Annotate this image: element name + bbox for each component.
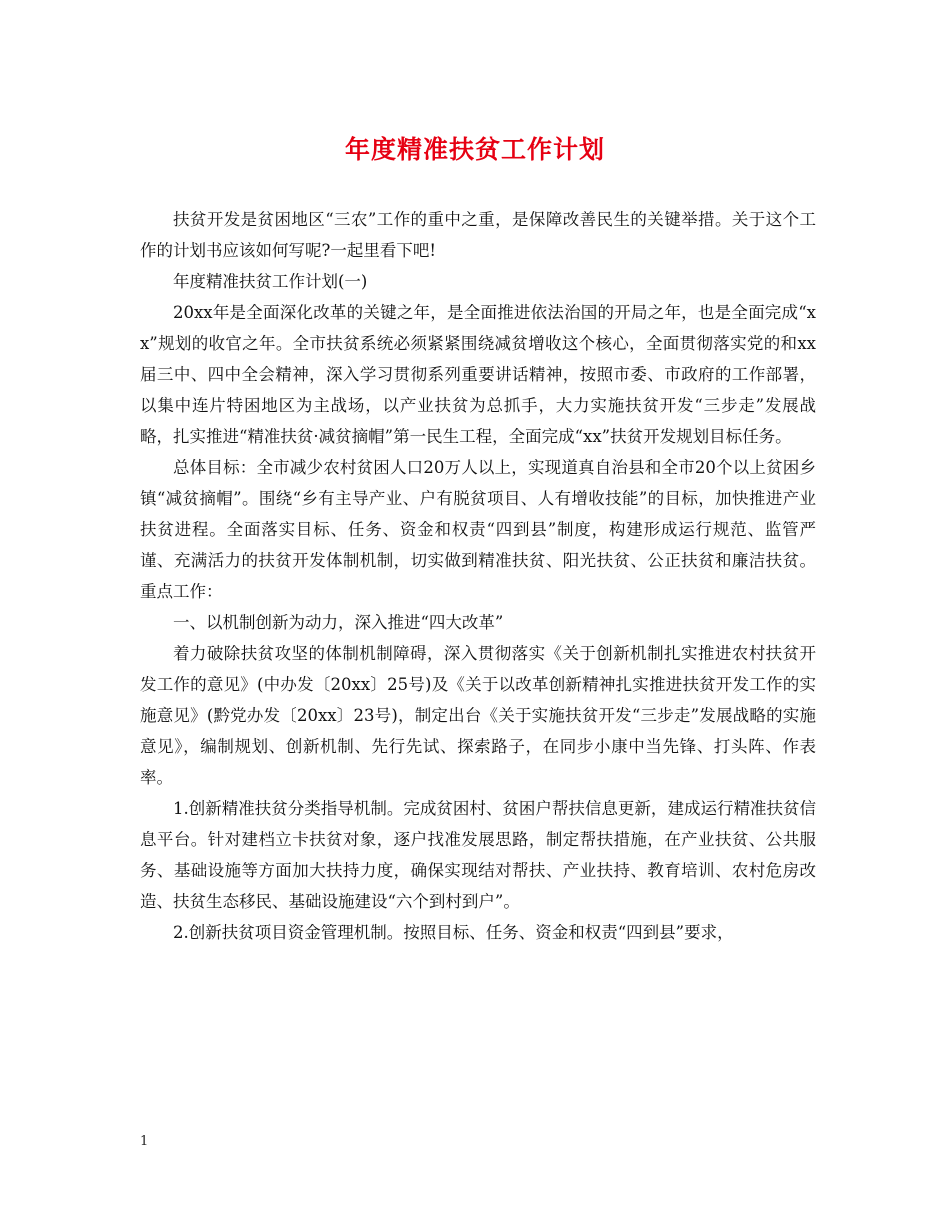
paragraph-overview: 20xx年是全面深化改革的关键之年，是全面推进依法治国的开局之年，也是全面完成“xx”规划的收官之年。全市扶贫系统必须紧紧围绕减贫增收这个核心，全面贯彻落实党的和xx届三中、四中全会精神，深入学习贯彻系列重要讲话精神，按照市委、市政府的工作部署，以集中连片特困地区为主战场，以产业扶贫为总抓手，大力实施扶贫开发“三步走”发展战略，扎实推进“精准扶贫·减贫摘帽”第一民生工程，全面完成“xx”扶贫开发规划目标任务。 (140, 303, 816, 446)
paragraph-section-heading: 一、以机制创新为动力，深入推进“四大改革” (173, 613, 504, 632)
page-number: 1 (140, 1134, 149, 1149)
paragraph-item-2: 2.创新扶贫项目资金管理机制。按照目标、任务、资金和权责“四到县”要求， (173, 923, 734, 942)
paragraph-intro: 扶贫开发是贫困地区“三农”工作的重中之重，是保障改善民生的关键举措。关于这个工作的计划书应该如何写呢?一起里看下吧! (140, 210, 816, 260)
paragraph-reform: 着力破除扶贫攻坚的体制机制障碍，深入贯彻落实《关于创新机制扎实推进农村扶贫开发工作的意见》(中办发〔20xx〕25号)及《关于以改革创新精神扎实推进扶贫开发工作的实施意见》(黔党办发〔20xx〕23号)，制定出台《关于实施扶贫开发“三步走”发展战略的实施意见》，编制规划、创新机制、先行先试、探索路子，在同步小康中当先锋、打头阵、作表率。 (140, 644, 816, 787)
document-body (140, 204, 816, 948)
document-title: 年度精准扶贫工作计划 (344, 135, 605, 164)
paragraph-item-1: 1.创新精准扶贫分类指导机制。完成贫困村、贫困户帮扶信息更新，建成运行精准扶贫信息平台。针对建档立卡扶贫对象，逐户找准发展思路，制定帮扶措施，在产业扶贫、公共服务、基础设施等方面加大扶持力度，确保实现结对帮扶、产业扶持、教育培训、农村危房改造、扶贫生态移民、基础设施建设“六个到村到户”。 (140, 799, 816, 911)
paragraph-overall-goal: 总体目标：全市减少农村贫困人口20万人以上，实现道真自治县和全市20个以上贫困乡镇“减贫摘帽”。围绕“乡有主导产业、户有脱贫项目、人有增收技能”的目标，加快推进产业扶贫进程。全面落实目标、任务、资金和权责“四到县”制度，构建形成运行规范、监管严谨、充满活力的扶贫开发体制机制，切实做到精准扶贫、阳光扶贫、公正扶贫和廉洁扶贫。重点工作： (140, 458, 816, 601)
paragraph-plan-heading: 年度精准扶贫工作计划(一) (173, 272, 368, 291)
